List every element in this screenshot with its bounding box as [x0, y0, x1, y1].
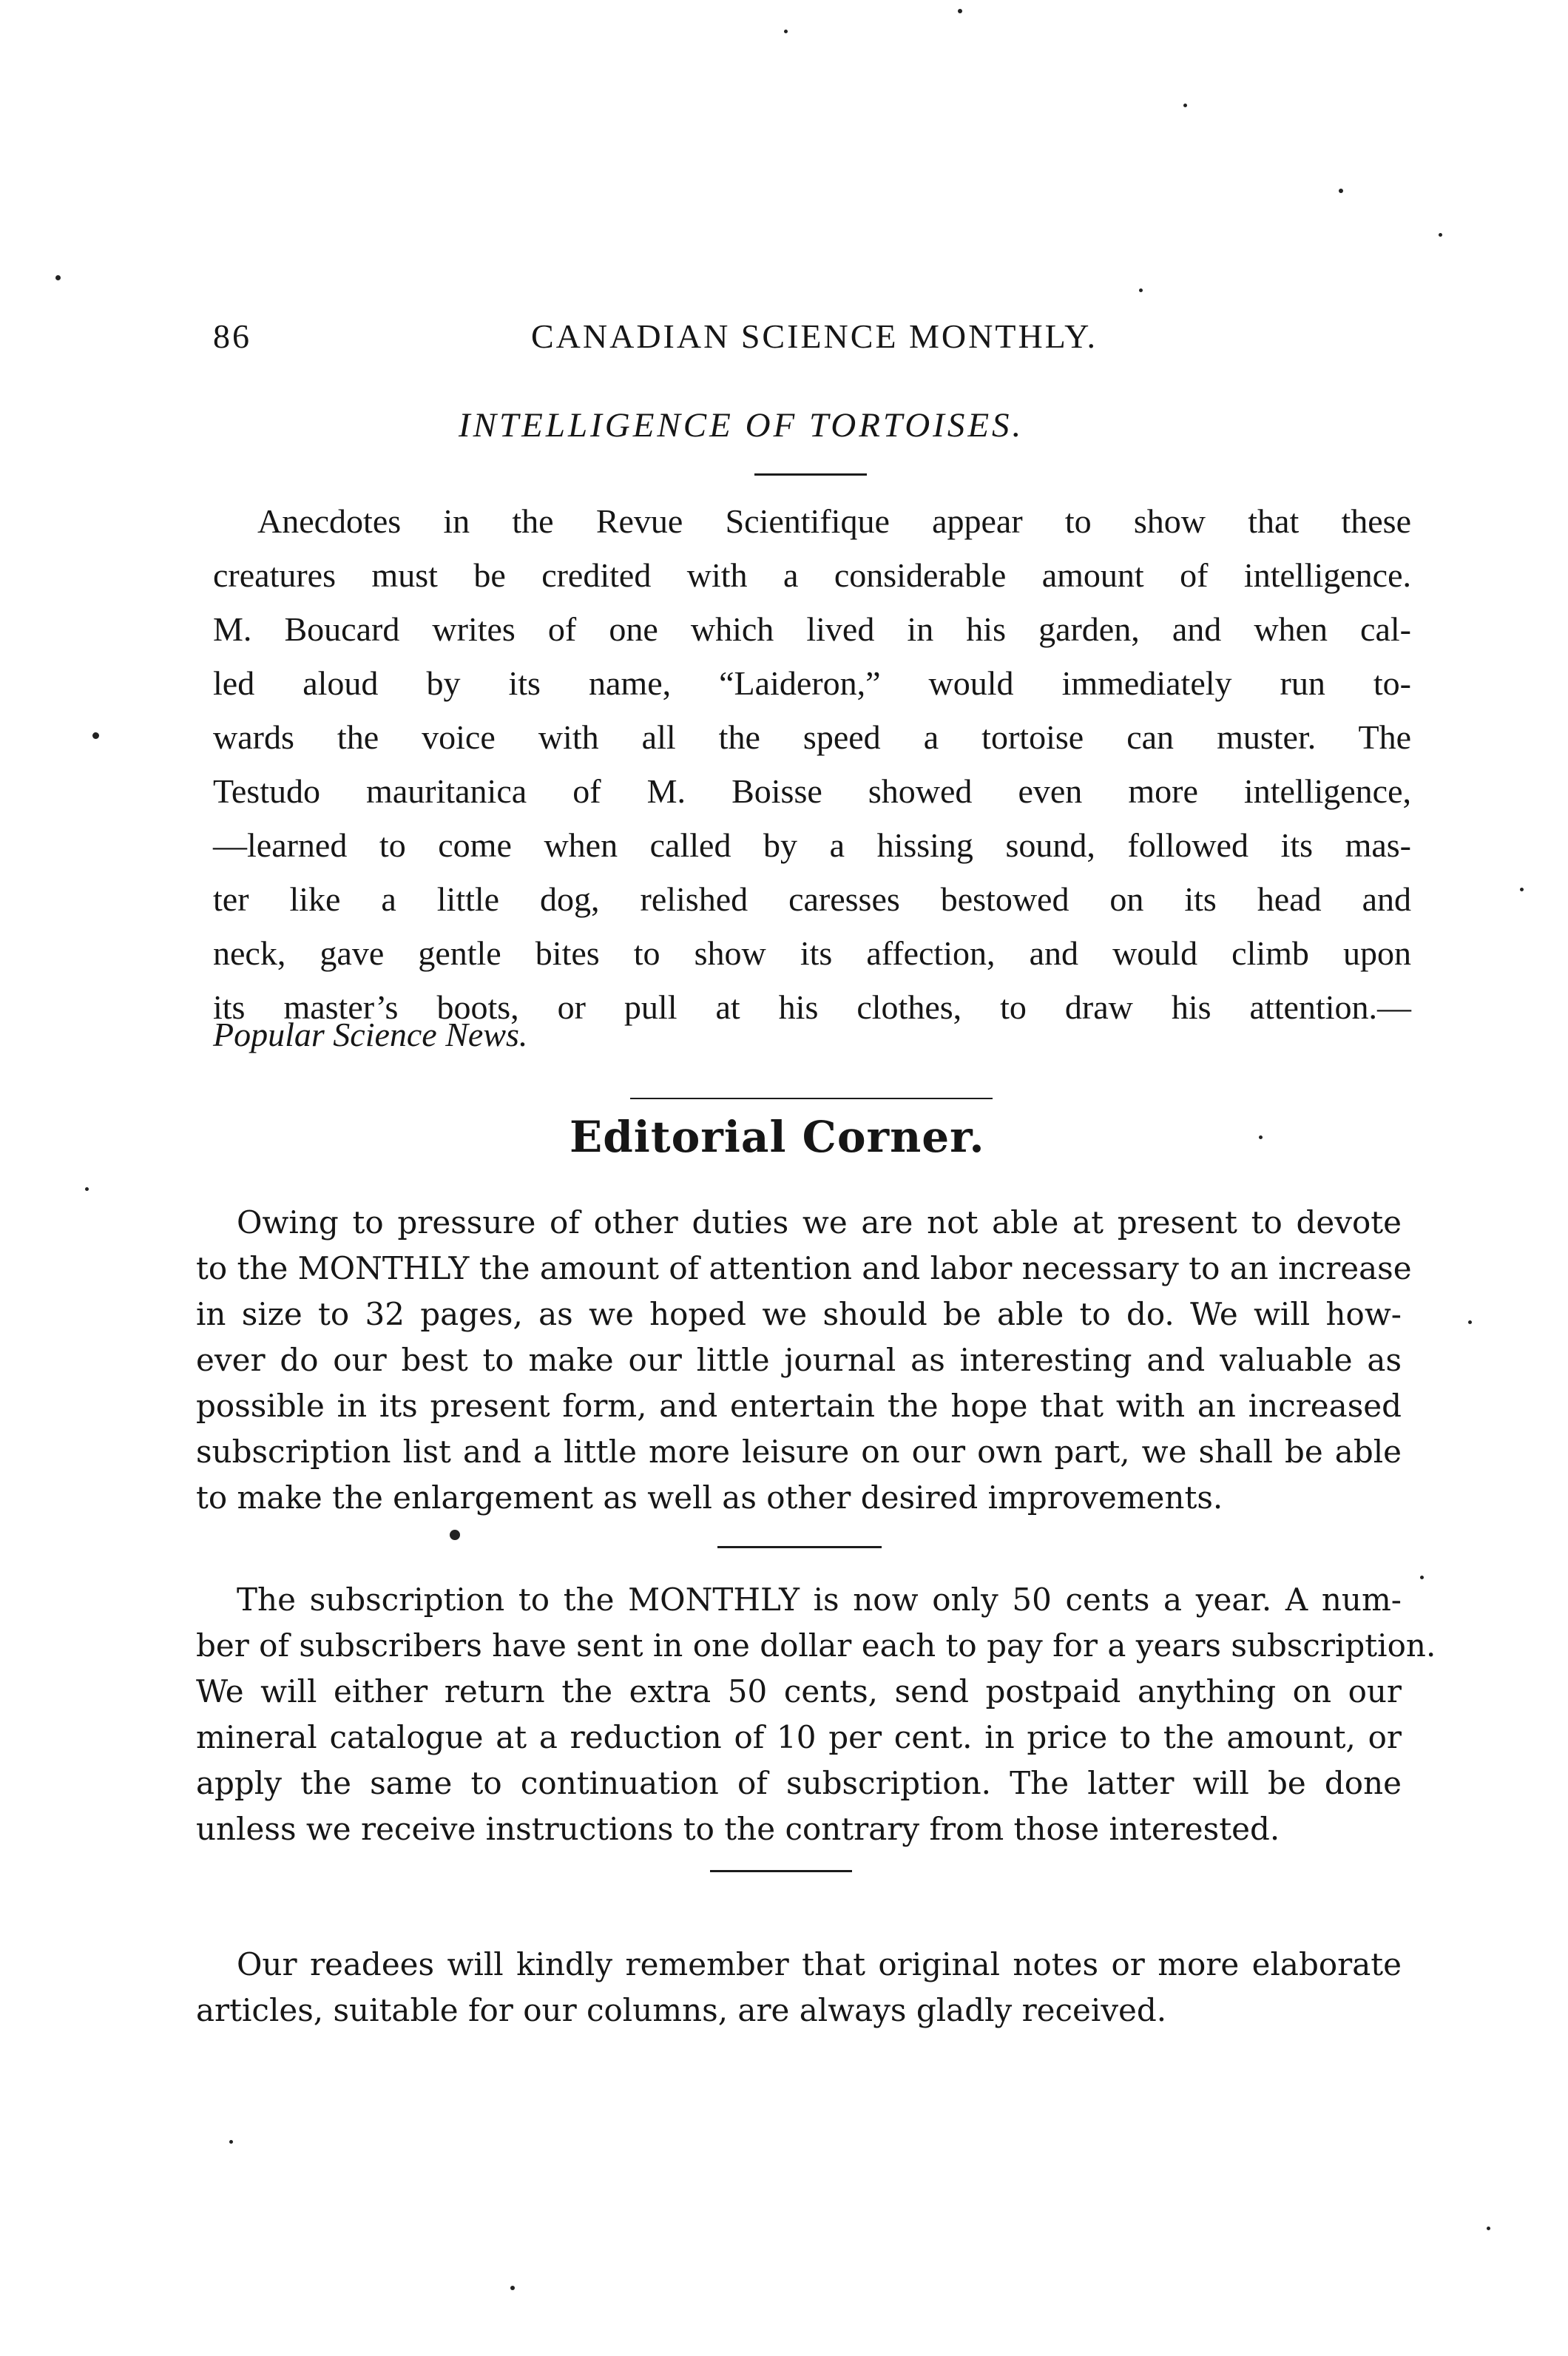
editorial-line: articles, suitable for our columns, are always gladly received.: [196, 1992, 1167, 2028]
editorial-line: to the MONTHLY the amount of attention and labor necessary to an increase: [196, 1250, 1412, 1286]
editorial-paragraph-3: [196, 1942, 1402, 2033]
scan-speck: [510, 2286, 515, 2290]
scan-speck: [1139, 288, 1143, 292]
editorial-paragraph-1: [196, 1200, 1412, 1521]
editorial-line: ber of subscribers have sent in one dollar each to pay for a years subscription.: [196, 1627, 1436, 1664]
scan-speck: [229, 2140, 233, 2144]
editorial-heading: Editorial Corner.: [570, 1112, 985, 1162]
scan-speck: [1439, 233, 1442, 237]
editorial-line: unless we receive instructions to the contrary from those interested.: [196, 1811, 1280, 1847]
scan-speck: [784, 30, 788, 33]
scan-speck: [1259, 1135, 1263, 1139]
body-line: Anecdotes in the Revue Scientifique appear to show that these: [257, 502, 1411, 540]
scan-speck: [450, 1530, 460, 1540]
editorial-line: Our readees will kindly remember that original notes or more elaborate: [237, 1946, 1402, 1982]
editorial-line: ever do our best to make our little journal as interesting and valuable as: [196, 1342, 1402, 1378]
body-line: creatures must be credited with a considerable amount of intelligence.: [213, 556, 1411, 594]
editorial-rule-2: [710, 1870, 852, 1872]
editorial-rule-1: [717, 1546, 882, 1548]
body-line: neck, gave gentle bites to show its affection, and would climb upon: [213, 934, 1411, 972]
scan-speck: [1339, 189, 1343, 193]
editorial-line: possible in its present form, and entertain the hope that with an increased: [196, 1388, 1402, 1424]
editorial-line: apply the same to continuation of subscription. The latter will be done: [196, 1765, 1402, 1801]
editorial-line: The subscription to the MONTHLY is now only 50 cents a year. A num-: [237, 1582, 1402, 1618]
scan-speck: [92, 732, 99, 739]
editorial-line: to make the enlargement as well as other desired improvements.: [196, 1479, 1223, 1516]
scan-speck: [1183, 104, 1187, 107]
body-line: —learned to come when called by a hissing sound, followed its mas-: [213, 826, 1411, 864]
article-source: Popular Science News.: [213, 1016, 528, 1053]
body-line: M. Boucard writes of one which lived in his garden, and when cal-: [213, 610, 1411, 648]
scan-speck: [1420, 1576, 1424, 1579]
editorial-line: subscription list and a little more leisure on our own part, we shall be able: [196, 1434, 1402, 1470]
scan-speck: [958, 9, 962, 13]
journal-title: CANADIAN SCIENCE MONTHLY.: [531, 317, 1098, 355]
article-body: [213, 494, 1411, 1034]
body-line: Testudo mauritanica of M. Boisse showed even more intelligence,: [213, 772, 1411, 810]
scan-speck: [1520, 888, 1524, 891]
scan-speck: [85, 1187, 89, 1191]
editorial-paragraph-2: [196, 1577, 1436, 1852]
editorial-line: in size to 32 pages, as we hoped we should be able to do. We will how-: [196, 1296, 1402, 1332]
scan-speck: [55, 275, 61, 280]
body-line: led aloud by its name, “Laideron,” would immediately run to-: [213, 664, 1411, 702]
scan-speck: [1468, 1320, 1472, 1324]
title-rule: [754, 473, 867, 476]
body-line: wards the voice with all the speed a tortoise can muster. The: [213, 718, 1411, 756]
article-title: INTELLIGENCE OF TORTOISES.: [459, 406, 1024, 445]
body-line: its master’s boots, or pull at his clothes, to draw his attention.—: [213, 988, 1411, 1026]
page-number: 86: [213, 317, 251, 355]
editorial-line: We will either return the extra 50 cents, send postpaid anything on our: [196, 1673, 1402, 1709]
running-head: [213, 317, 1212, 361]
editorial-line: Owing to pressure of other duties we are not able at present to devote: [237, 1204, 1402, 1241]
editorial-line: mineral catalogue at a reduction of 10 per cent. in price to the amount, or: [196, 1719, 1402, 1755]
body-line: ter like a little dog, relished caresses bestowed on its head and: [213, 880, 1411, 918]
section-divider: [630, 1098, 993, 1099]
scan-speck: [1487, 2227, 1490, 2230]
